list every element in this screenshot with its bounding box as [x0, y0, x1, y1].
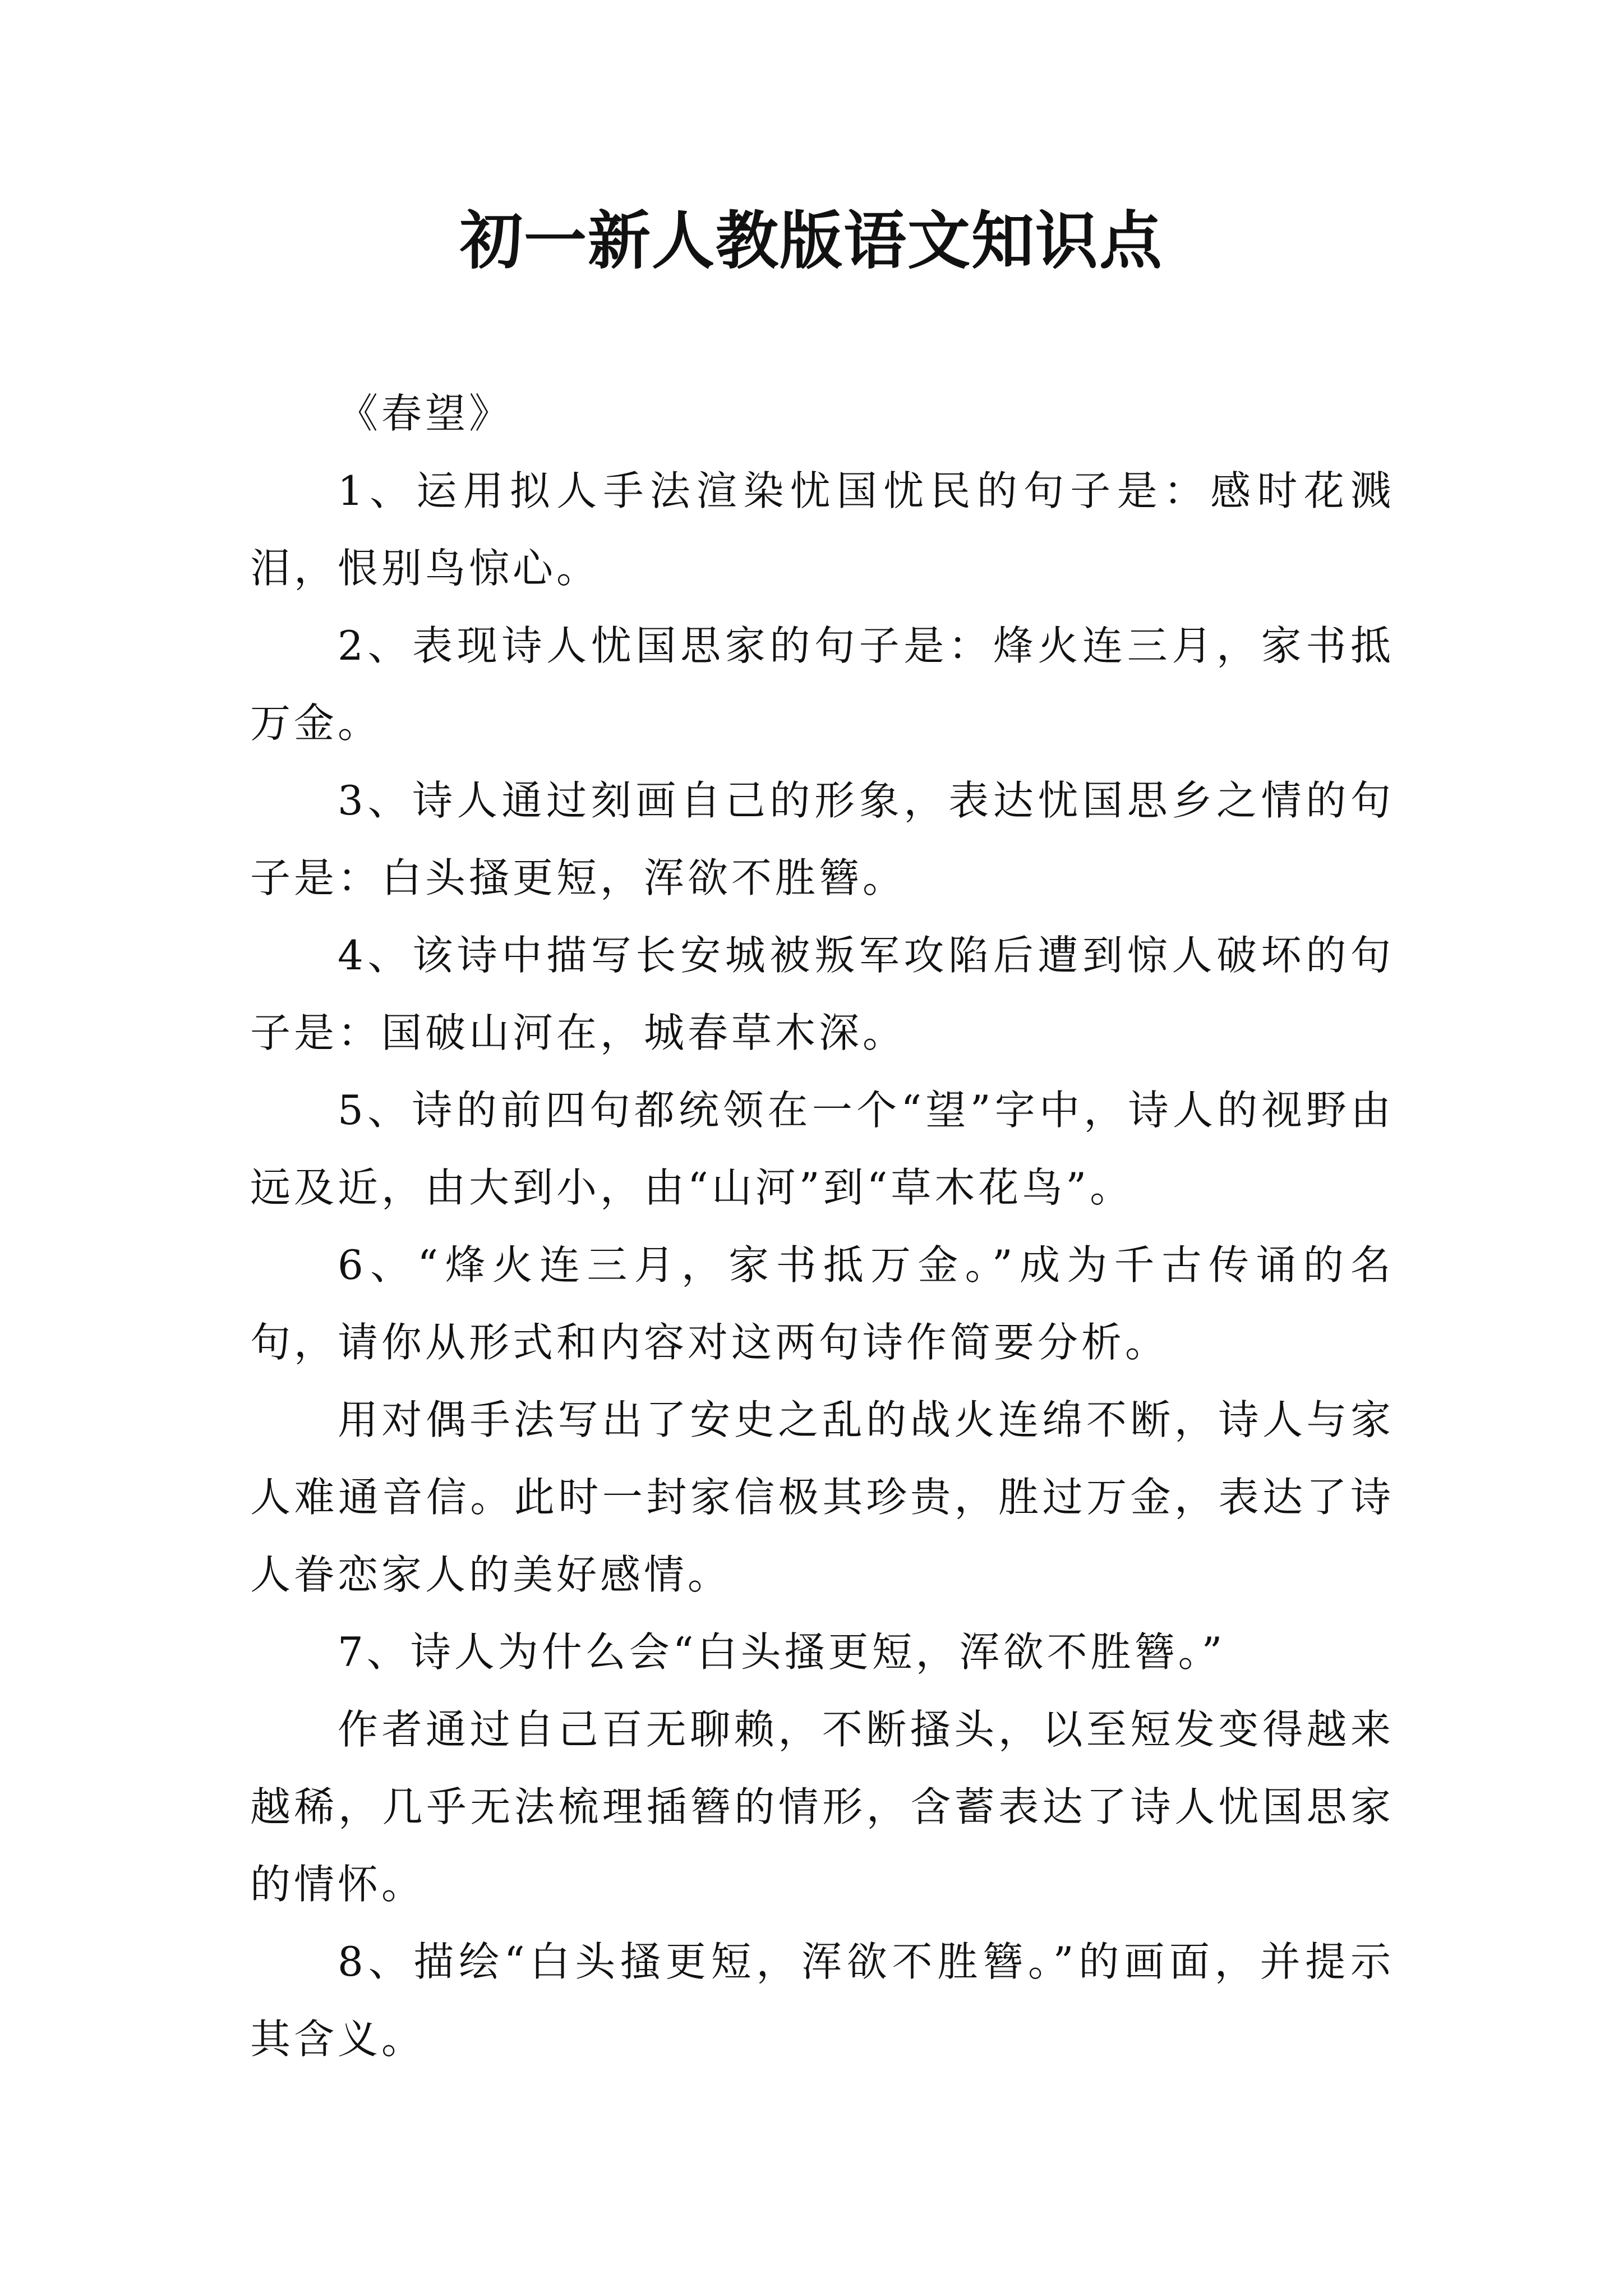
paragraph-item-5: 5、诗的前四句都统领在一个“望”字中，诗人的视野由远及近，由大到小，由“山河”到“草木花鸟”。 [250, 1087, 1394, 1211]
document-body [250, 375, 1394, 2078]
paragraph-item-8: 8、描绘“白头搔更短，浑欲不胜簪。”的画面，并提示其含义。 [250, 1938, 1394, 2063]
page-title: 初一新人教版语文知识点 [460, 204, 1163, 278]
paragraph-answer-7: 作者通过自己百无聊赖，不断搔头，以至短发变得越来越稀，几乎无法梳理插簪的情形，含蓄表达了诗人忧国思家的情怀。 [250, 1706, 1394, 1908]
section-heading: 《春望》 [338, 390, 513, 437]
paragraph-item-3: 3、诗人通过刻画自己的形象，表达忧国思乡之情的句子是：白头搔更短，浑欲不胜簪。 [250, 777, 1394, 901]
paragraph-item-6: 6、“烽火连三月，家书抵万金。”成为千古传诵的名句，请你从形式和内容对这两句诗作简要分析。 [250, 1241, 1394, 1366]
paragraph-item-2: 2、表现诗人忧国思家的句子是：烽火连三月，家书抵万金。 [250, 622, 1394, 747]
paragraph-item-1: 1、运用拟人手法渲染忧国忧民的句子是：感时花溅泪，恨别鸟惊心。 [250, 467, 1394, 592]
paragraph-answer-6: 用对偶手法写出了安史之乱的战火连绵不断，诗人与家人难通音信。此时一封家信极其珍贵，胜过万金，表达了诗人眷恋家人的美好感情。 [250, 1396, 1394, 1598]
paragraph-item-7: 7、诗人为什么会“白头搔更短，浑欲不胜簪。” [338, 1628, 1226, 1676]
paragraph-item-4: 4、该诗中描写长安城被叛军攻陷后遭到惊人破坏的句子是：国破山河在，城春草木深。 [250, 932, 1394, 1056]
